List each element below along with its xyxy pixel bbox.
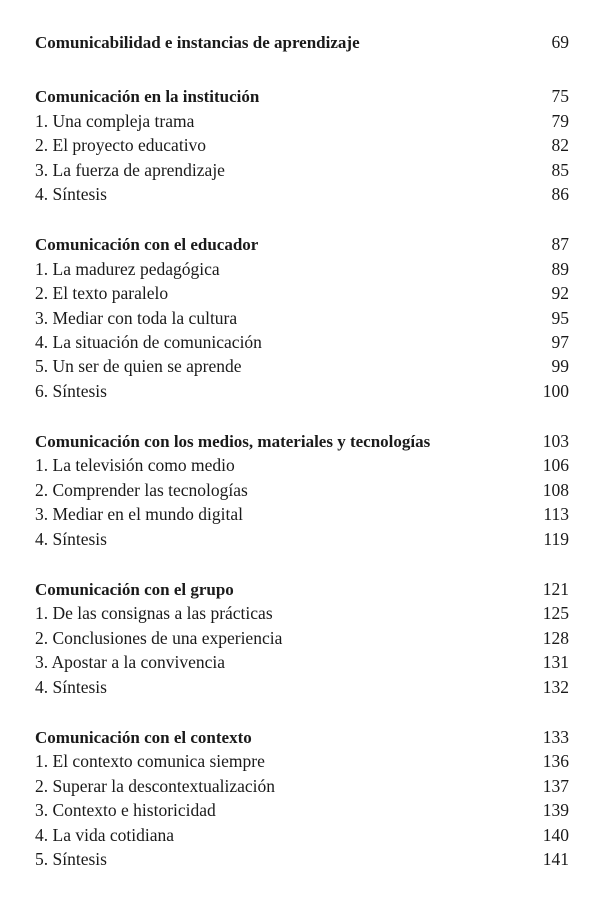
toc-item-page: 119 bbox=[543, 528, 569, 549]
toc-item bbox=[35, 675, 569, 699]
toc-item-page: 139 bbox=[542, 800, 569, 821]
toc-item-label: 4. Síntesis bbox=[35, 676, 107, 697]
toc-item bbox=[35, 823, 569, 847]
toc-heading bbox=[35, 30, 569, 54]
toc-item bbox=[35, 306, 569, 330]
toc-heading-page: 121 bbox=[542, 579, 569, 600]
toc-item bbox=[35, 257, 569, 281]
toc-item bbox=[35, 478, 569, 502]
toc-heading-page: 133 bbox=[542, 726, 569, 747]
toc-section bbox=[35, 84, 569, 206]
toc-item-label: 3. Apostar a la convivencia bbox=[35, 652, 226, 673]
toc-item-page: 92 bbox=[551, 283, 569, 304]
toc-item-page: 141 bbox=[542, 848, 569, 869]
toc-item bbox=[35, 330, 569, 354]
toc-section bbox=[35, 725, 569, 871]
toc-item bbox=[35, 379, 569, 403]
toc-item-page: 128 bbox=[542, 627, 569, 648]
toc-item-label: 2. El proyecto educativo bbox=[35, 135, 207, 156]
toc-item bbox=[35, 798, 569, 822]
toc-item-label: 2. El texto paralelo bbox=[35, 283, 169, 304]
toc-item-label: 1. Una compleja trama bbox=[35, 110, 195, 131]
toc-item bbox=[35, 502, 569, 526]
toc-item bbox=[35, 281, 569, 305]
toc-section bbox=[35, 577, 569, 699]
toc-item-page: 82 bbox=[551, 135, 569, 156]
toc-heading bbox=[35, 725, 569, 749]
toc-item bbox=[35, 109, 569, 133]
toc-item-page: 136 bbox=[542, 751, 569, 772]
toc-item bbox=[35, 182, 569, 206]
toc-section bbox=[35, 429, 569, 551]
toc-item-page: 113 bbox=[543, 504, 569, 525]
toc-item-label: 6. Síntesis bbox=[35, 380, 107, 401]
toc-item-label: 1. De las consignas a las prácticas bbox=[35, 603, 273, 624]
toc-item-page: 100 bbox=[542, 380, 569, 401]
table-of-contents bbox=[35, 30, 569, 897]
toc-section bbox=[35, 232, 569, 403]
toc-section bbox=[35, 30, 569, 54]
toc-heading-title: Comunicación en la institución bbox=[35, 87, 260, 107]
toc-item-page: 85 bbox=[551, 159, 569, 180]
toc-item-page: 97 bbox=[551, 331, 569, 352]
toc-item-label: 3. Contexto e historicidad bbox=[35, 800, 216, 821]
toc-item-page: 137 bbox=[542, 775, 569, 796]
toc-heading-title: Comunicación con el grupo bbox=[35, 580, 234, 600]
toc-item-page: 106 bbox=[542, 455, 569, 476]
toc-heading-title: Comunicación con los medios, materiales y tecnologías bbox=[35, 432, 431, 452]
toc-item bbox=[35, 354, 569, 378]
toc-heading bbox=[35, 429, 569, 453]
toc-item-page: 89 bbox=[551, 258, 569, 279]
toc-item-page: 131 bbox=[542, 652, 569, 673]
toc-heading bbox=[35, 577, 569, 601]
toc-heading-title: Comunicación con el educador bbox=[35, 235, 259, 255]
toc-item bbox=[35, 749, 569, 773]
toc-item-label: 3. Mediar en el mundo digital bbox=[35, 504, 244, 525]
toc-item-page: 140 bbox=[542, 824, 569, 845]
toc-heading-page: 87 bbox=[551, 234, 569, 255]
toc-item bbox=[35, 158, 569, 182]
toc-item-label: 5. Un ser de quien se aprende bbox=[35, 356, 242, 377]
toc-item bbox=[35, 847, 569, 871]
toc-item bbox=[35, 774, 569, 798]
toc-item-page: 132 bbox=[542, 676, 569, 697]
toc-item bbox=[35, 650, 569, 674]
toc-item bbox=[35, 133, 569, 157]
toc-item-label: 4. La vida cotidiana bbox=[35, 824, 174, 845]
toc-item bbox=[35, 626, 569, 650]
toc-item-label: 1. La madurez pedagógica bbox=[35, 258, 220, 279]
toc-item-page: 99 bbox=[551, 356, 569, 377]
toc-item bbox=[35, 601, 569, 625]
toc-heading-title: Comunicación con el contexto bbox=[35, 727, 252, 747]
toc-item-page: 79 bbox=[551, 110, 569, 131]
toc-item-page: 95 bbox=[551, 307, 569, 328]
toc-item-label: 4. La situación de comunicación bbox=[35, 331, 262, 352]
toc-item-label: 2. Superar la descontextualización bbox=[35, 775, 276, 796]
toc-item-label: 2. Comprender las tecnologías bbox=[35, 479, 248, 500]
toc-heading-page: 75 bbox=[551, 86, 569, 107]
toc-item-label: 1. El contexto comunica siempre bbox=[35, 751, 265, 772]
toc-item bbox=[35, 527, 569, 551]
toc-heading-page: 69 bbox=[551, 32, 569, 52]
toc-heading bbox=[35, 232, 569, 256]
toc-item-label: 5. Síntesis bbox=[35, 848, 107, 869]
toc-item-label: 1. La televisión como medio bbox=[35, 455, 235, 476]
toc-heading bbox=[35, 84, 569, 108]
toc-item-label: 3. Mediar con toda la cultura bbox=[35, 307, 238, 328]
toc-item-page: 86 bbox=[551, 183, 569, 204]
toc-heading-title: Comunicabilidad e instancias de aprendizaje bbox=[35, 33, 360, 52]
toc-item-label: 3. La fuerza de aprendizaje bbox=[35, 159, 225, 180]
toc-item-label: 2. Conclusiones de una experiencia bbox=[35, 627, 283, 648]
toc-item-page: 125 bbox=[542, 603, 569, 624]
toc-item bbox=[35, 453, 569, 477]
toc-heading-page: 103 bbox=[542, 431, 569, 452]
toc-item-label: 4. Síntesis bbox=[35, 183, 107, 204]
toc-item-page: 108 bbox=[542, 479, 569, 500]
toc-item-label: 4. Síntesis bbox=[35, 528, 107, 549]
